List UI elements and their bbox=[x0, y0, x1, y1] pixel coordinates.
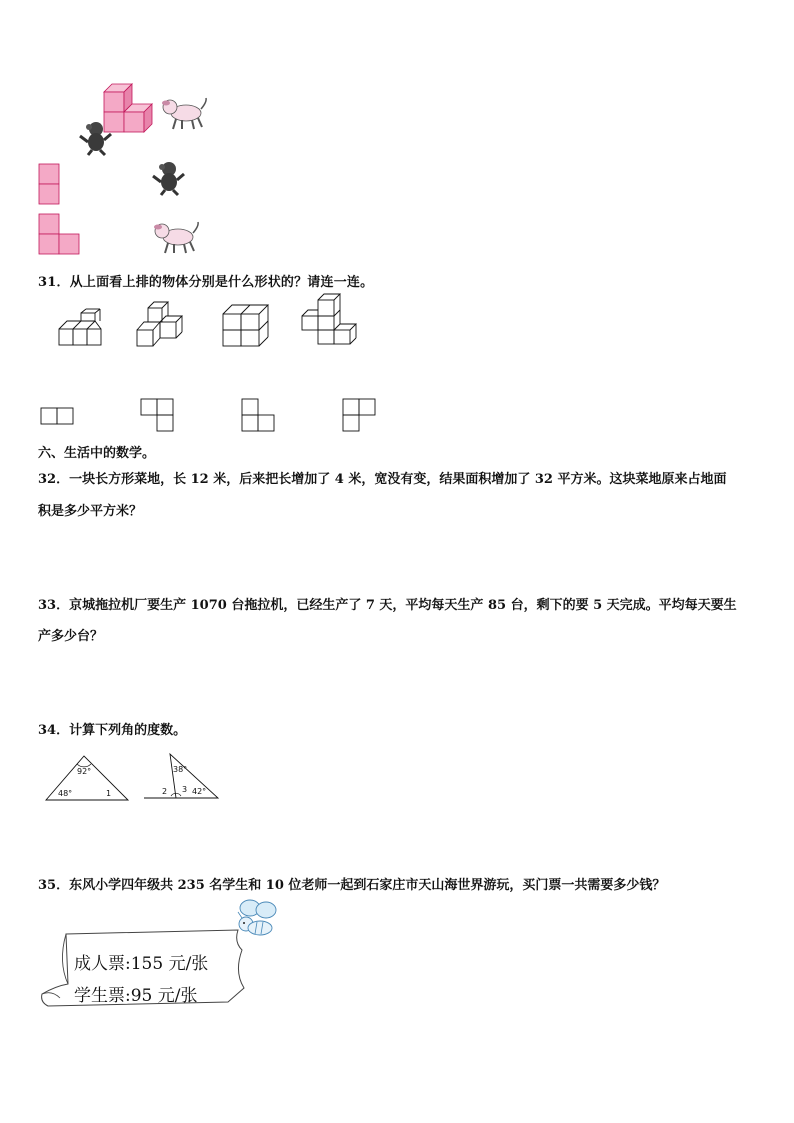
dog-icon bbox=[152, 220, 202, 256]
cube-stack-4 bbox=[300, 296, 354, 348]
cube-stack-2 bbox=[136, 300, 184, 350]
dog-icon bbox=[160, 96, 210, 132]
triangle-2 bbox=[142, 752, 222, 802]
triangle-1-right-angle: 1 bbox=[106, 789, 112, 798]
question-32-line-2: 积是多少平方米？ bbox=[38, 504, 143, 519]
view-shape-l bbox=[38, 213, 83, 257]
top-view-option-1 bbox=[40, 407, 76, 425]
triangle-1-left-angle: 48° bbox=[58, 789, 73, 798]
top-view-option-3 bbox=[241, 398, 277, 434]
bee-icon bbox=[230, 898, 280, 944]
top-view-option-2 bbox=[140, 398, 176, 434]
triangle-1-top-angle: 92° bbox=[77, 767, 92, 776]
cube-stack-1 bbox=[58, 312, 104, 348]
monkey-icon bbox=[78, 120, 114, 156]
view-shape-vertical bbox=[38, 163, 62, 205]
triangle-2-right-angle: 42° bbox=[192, 787, 207, 796]
question-32-line-1: 32．一块长方形菜地，长 12 米，后来把长增加了 4 米，宽没有变，结果面积增加了 32 平方米。这块菜地原来占地面 bbox=[38, 472, 727, 487]
section-title: 六、生活中的数学。 bbox=[38, 446, 156, 461]
triangle-2-angle-2: 2 bbox=[162, 787, 168, 796]
question-33-line-1: 33．京城拖拉机厂要生产 1070 台拖拉机，已经生产了 7 天，平均每天生产 85 台，剩下的要 5 天完成。平均每天要生 bbox=[38, 598, 737, 613]
triangle-2-top-angle: 38° bbox=[173, 765, 188, 774]
top-view-option-4 bbox=[342, 398, 378, 434]
question-34: 34．计算下列角的度数。 bbox=[38, 723, 187, 738]
question-33-line-2: 产多少台？ bbox=[38, 629, 104, 644]
triangle-1 bbox=[44, 754, 130, 802]
adult-ticket-price: 成人票:155 元/张 bbox=[74, 954, 209, 974]
monkey-icon bbox=[151, 160, 187, 196]
question-35: 35．东风小学四年级共 235 名学生和 10 位老师一起到石家庄市天山海世界游玩，买门票一共需要多少钱？ bbox=[38, 878, 666, 893]
cube-stack-3 bbox=[222, 302, 270, 348]
question-31: 31．从上面看上排的物体分别是什么形状的？请连一连。 bbox=[38, 275, 374, 290]
student-ticket-price: 学生票:95 元/张 bbox=[74, 986, 198, 1006]
triangle-2-angle-3: 3 bbox=[182, 785, 188, 794]
